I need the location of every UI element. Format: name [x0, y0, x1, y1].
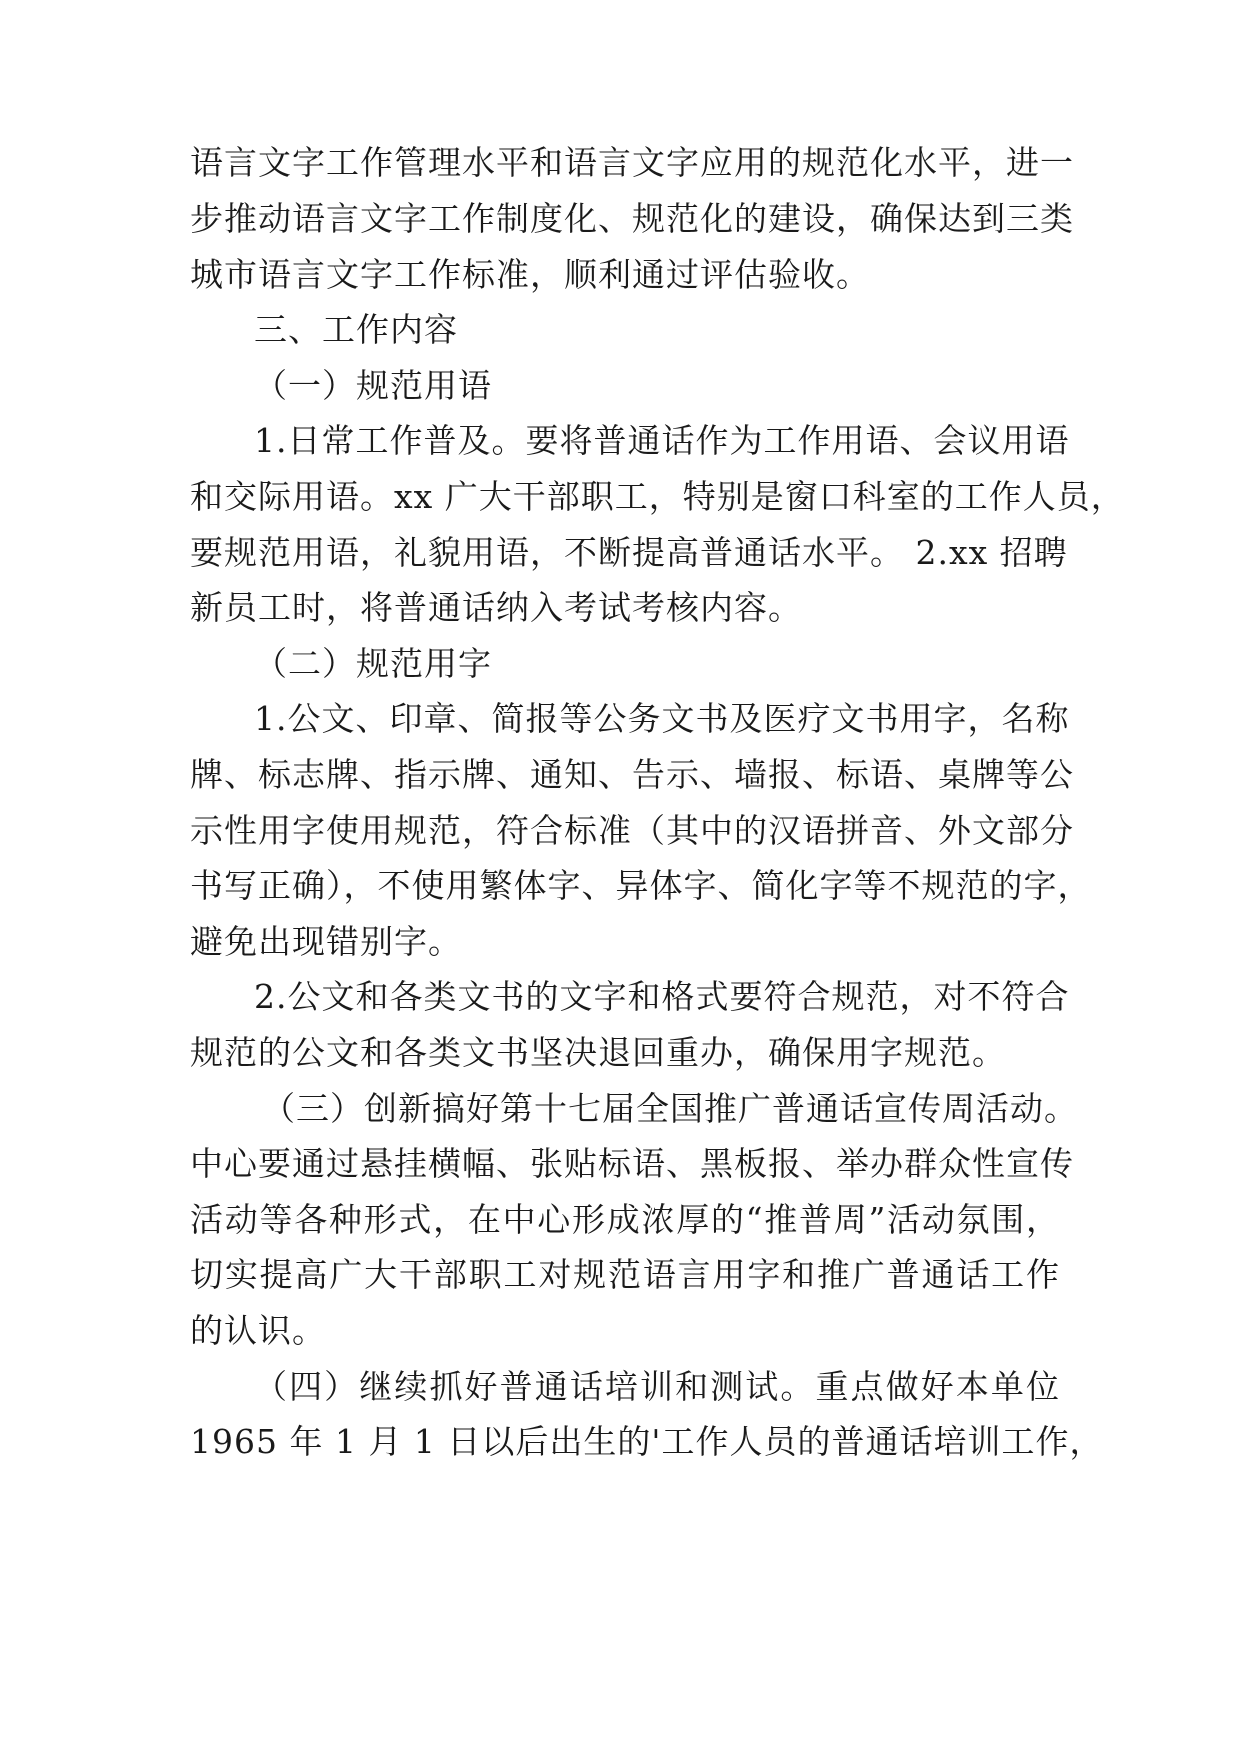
section-heading: 三、工作内容 [254, 310, 458, 349]
subsection-heading: （二）规范用字 [254, 644, 492, 683]
text-line: 书写正确），不使用繁体字、异体字、简化字等不规范的字， [190, 866, 1092, 905]
text-line: 活动等各种形式，在中心形成浓厚的“推普周”活动氛围， [190, 1200, 1060, 1239]
text-line: 1.公文、印章、简报等公务文书及医疗文书用字，名称 [254, 699, 1070, 738]
text-line: 避免出现错别字。 [190, 922, 462, 961]
text-line: 城市语言文字工作标准，顺利通过评估验收。 [190, 255, 870, 294]
text-line: 中心要通过悬挂横幅、张贴标语、黑板报、举办群众性宣传 [190, 1144, 1074, 1183]
text-line: 和交际用语。xx 广大干部职工，特别是窗口科室的工作人员， [190, 477, 1125, 516]
subsection-heading: （一）规范用语 [254, 366, 492, 405]
text-line: 示性用字使用规范，符合标准（其中的汉语拼音、外文部分 [190, 811, 1074, 850]
subsection-heading: （三）创新搞好第十七届全国推广普通话宣传周活动。 [262, 1089, 1078, 1128]
text-line: 的认识。 [190, 1311, 326, 1350]
text-line: 步推动语言文字工作制度化、规范化的建设，确保达到三类 [190, 199, 1074, 238]
text-line: 语言文字工作管理水平和语言文字应用的规范化水平，进一 [190, 143, 1074, 182]
text-line: 1965 年 1 月 1 日以后出生的'工作人员的普通话培训工作， [190, 1422, 1104, 1461]
text-line: 新员工时，将普通话纳入考试考核内容。 [190, 588, 802, 627]
text-line: 切实提高广大干部职工对规范语言用字和推广普通话工作 [190, 1255, 1060, 1294]
subsection-heading: （四）继续抓好普通话培训和测试。重点做好本单位 [254, 1367, 1060, 1406]
text-line: 1.日常工作普及。要将普通话作为工作用语、会议用语 [254, 421, 1070, 460]
text-line: 2.公文和各类文书的文字和格式要符合规范，对不符合 [254, 977, 1070, 1016]
text-line: 规范的公文和各类文书坚决退回重办，确保用字规范。 [190, 1033, 1006, 1072]
text-line: 牌、标志牌、指示牌、通知、告示、墙报、标语、桌牌等公 [190, 755, 1074, 794]
text-line: 要规范用语，礼貌用语，不断提高普通话水平。 2.xx 招聘 [190, 533, 1068, 572]
